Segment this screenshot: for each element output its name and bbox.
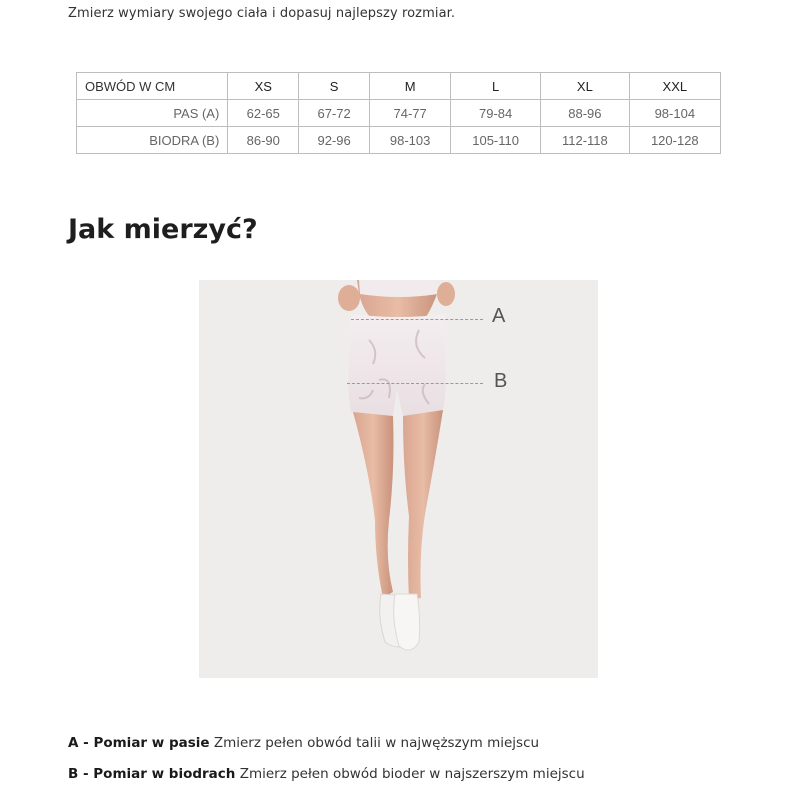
table-cell: 86-90 <box>228 127 299 154</box>
marker-b: B <box>494 370 508 392</box>
table-row <box>77 127 721 154</box>
model-illustration <box>199 280 598 678</box>
table-cell: 98-104 <box>629 100 720 127</box>
marker-a: A <box>492 305 506 327</box>
column-header: XS <box>228 73 299 100</box>
column-header: L <box>451 73 541 100</box>
intro-text: Zmierz wymiary swojego ciała i dopasuj najlepszy rozmiar. <box>68 6 456 21</box>
table-cell: 92-96 <box>299 127 370 154</box>
table-cell: 79-84 <box>451 100 541 127</box>
table-cell: 74-77 <box>370 100 451 127</box>
table-cell: 67-72 <box>299 100 370 127</box>
description-a <box>68 735 539 751</box>
column-header: M <box>370 73 451 100</box>
description-b-label: B - Pomiar w biodrach <box>68 766 236 782</box>
row-label: BIODRA (B) <box>77 127 228 154</box>
size-table <box>76 72 721 154</box>
table-cell: 112-118 <box>541 127 630 154</box>
description-a-text: Zmierz pełen obwód talii w najwęższym miejscu <box>213 735 540 751</box>
description-a-label: A - Pomiar w pasie <box>68 735 210 751</box>
column-header: XXL <box>629 73 720 100</box>
description-b <box>68 766 585 782</box>
measurement-photo <box>199 280 598 678</box>
table-cell: 105-110 <box>451 127 541 154</box>
column-header: XL <box>541 73 630 100</box>
column-header: S <box>299 73 370 100</box>
description-b-text: Zmierz pełen obwód bioder w najszerszym miejscu <box>239 766 585 782</box>
table-row <box>77 100 721 127</box>
table-cell: 88-96 <box>541 100 630 127</box>
column-header: OBWÓD W CM <box>77 73 228 100</box>
waist-guide-line <box>351 319 483 320</box>
table-cell: 120-128 <box>629 127 720 154</box>
table-cell: 62-65 <box>228 100 299 127</box>
how-to-measure-heading: Jak mierzyć? <box>68 214 258 245</box>
hip-guide-line <box>347 383 483 384</box>
row-label: PAS (A) <box>77 100 228 127</box>
table-header-row <box>77 73 721 100</box>
table-cell: 98-103 <box>370 127 451 154</box>
